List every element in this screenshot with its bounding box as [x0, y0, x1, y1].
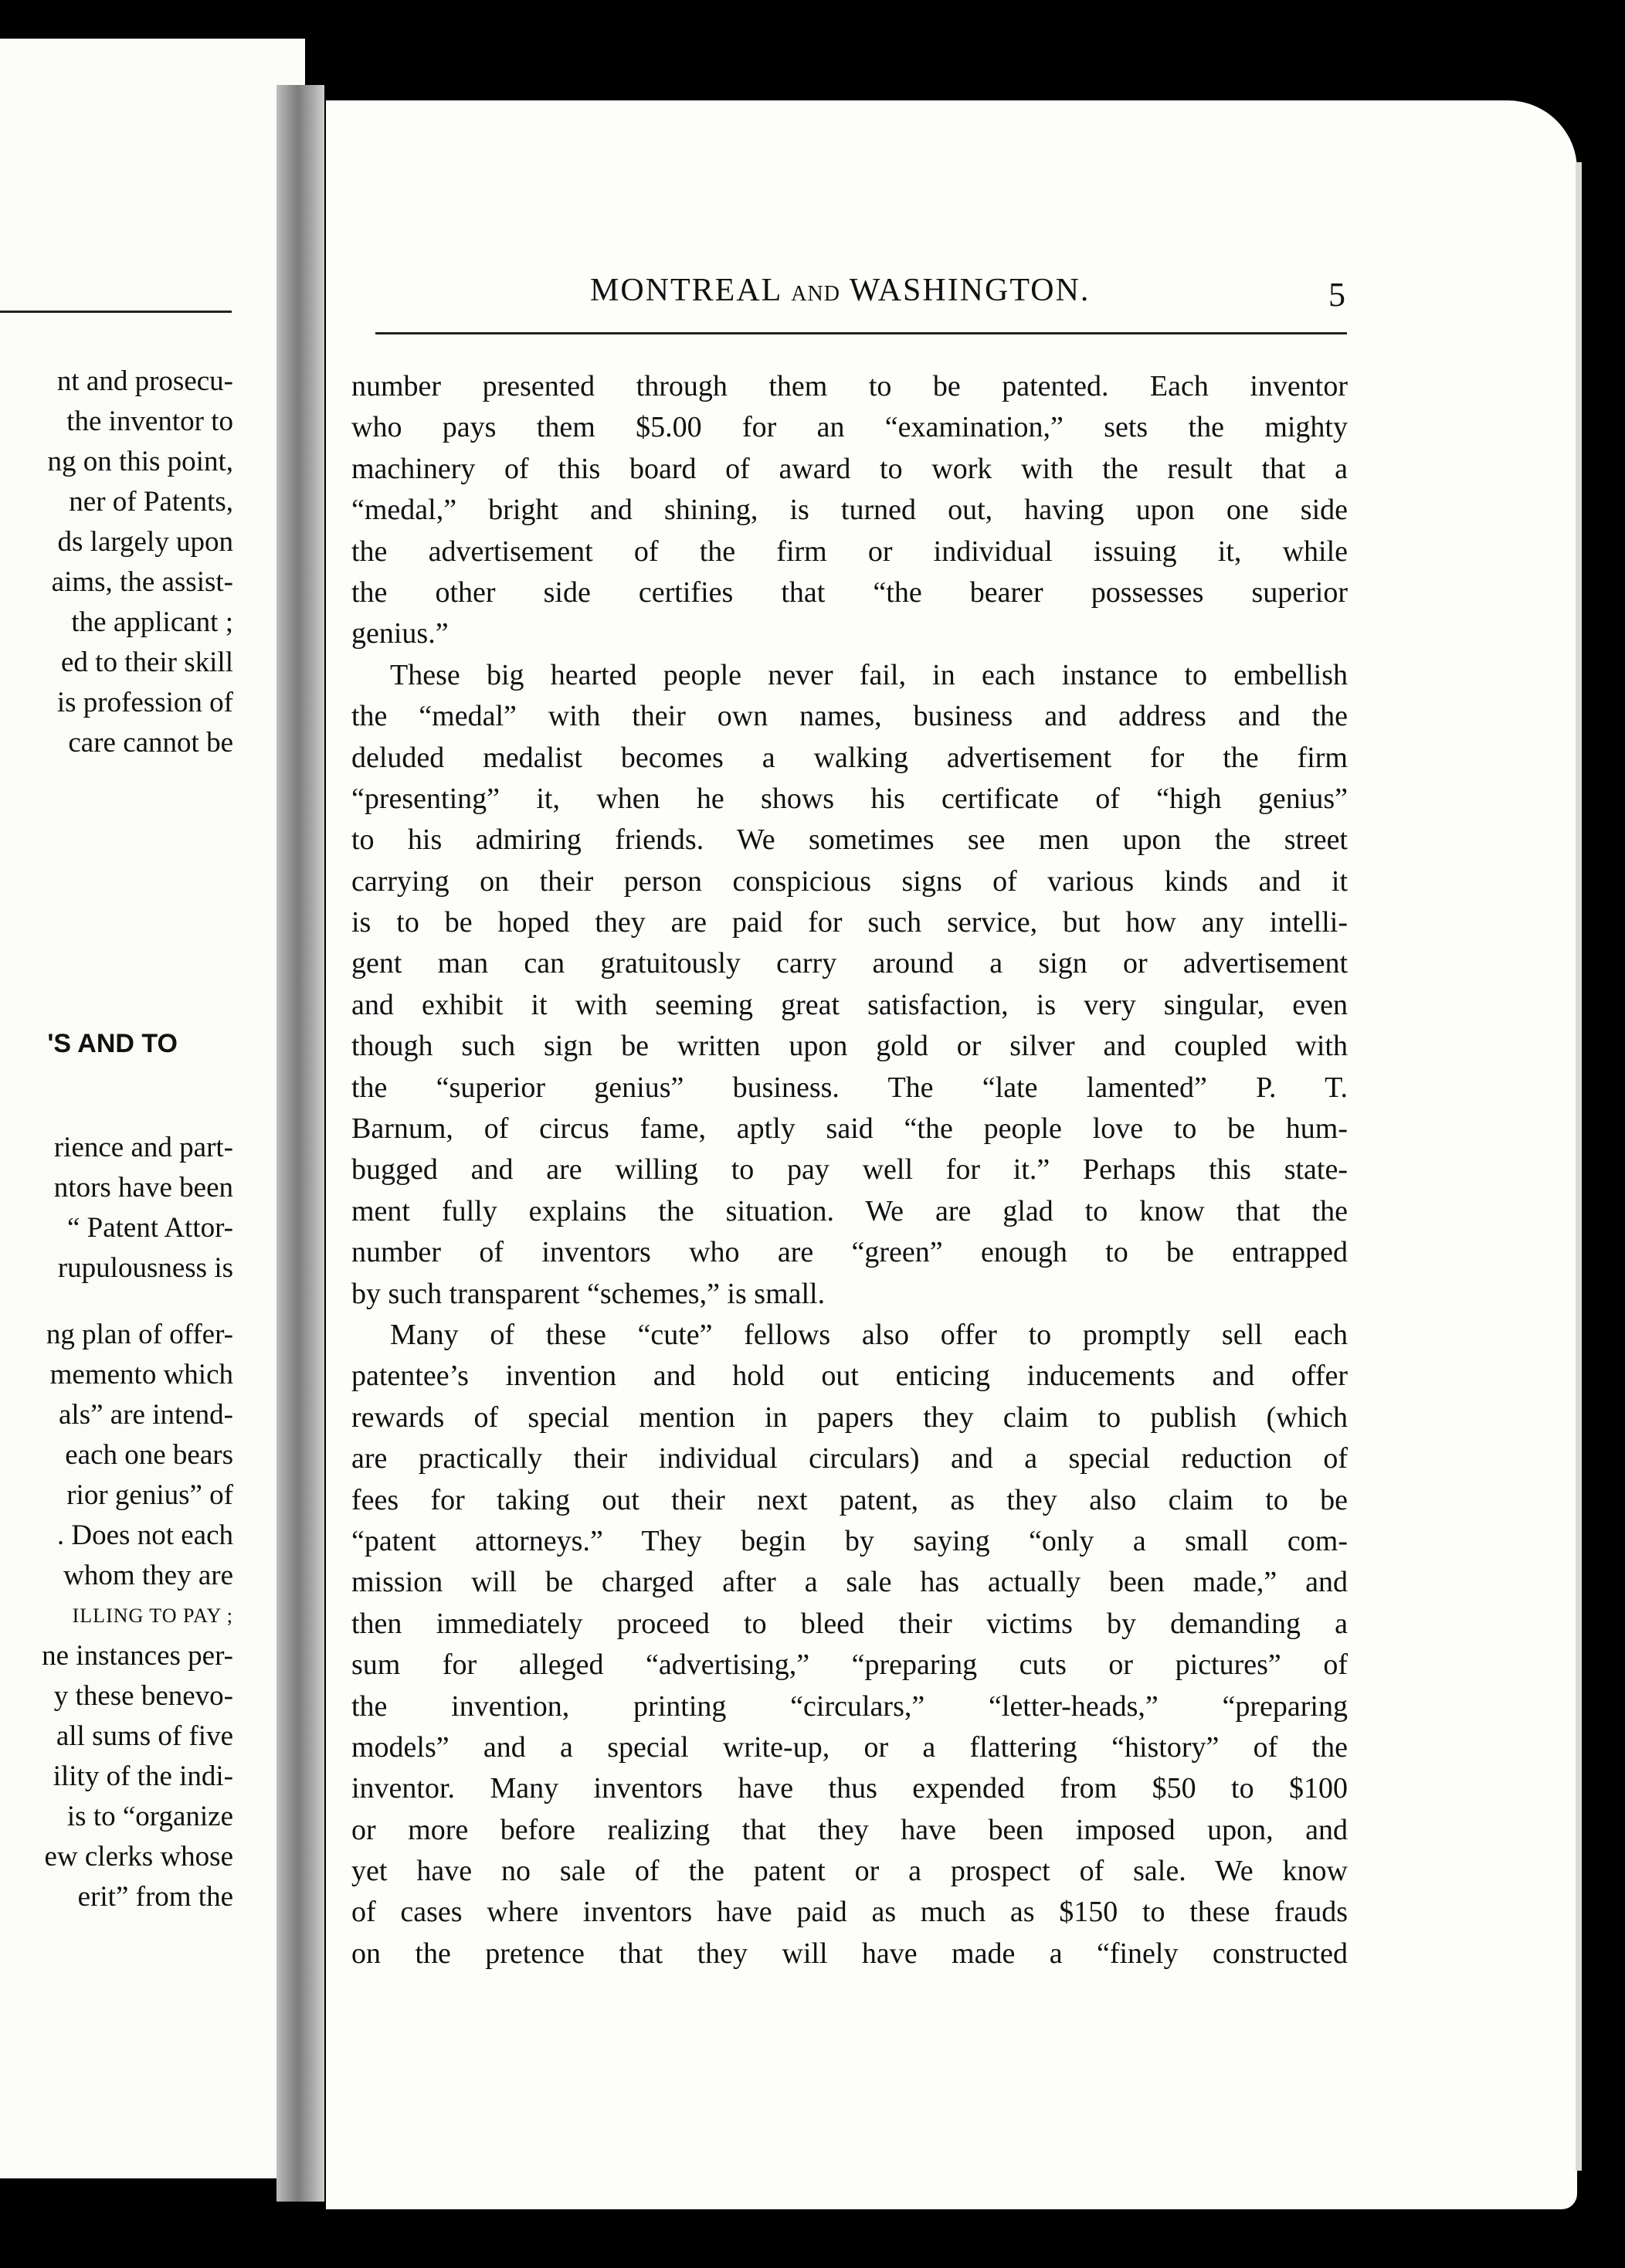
- left-text-line: erit” from the: [77, 1881, 233, 1913]
- running-head-and: AND: [791, 282, 840, 306]
- left-text-line: “ Patent Attor-: [66, 1212, 233, 1244]
- left-text-line: the applicant ;: [71, 606, 233, 638]
- body-text-line: number of inventors who are “green” enough to be entrapped: [351, 1236, 1348, 1269]
- body-text-line: “presenting” it, when he shows his certificate of “high genius”: [351, 782, 1348, 815]
- left-text-block-middle: [0, 1128, 233, 1288]
- page-number: 5: [1328, 276, 1345, 314]
- left-text-line: care cannot be: [68, 727, 233, 759]
- body-text-line: by such transparent “schemes,” is small.: [351, 1277, 826, 1310]
- left-text-line: ew clerks whose: [44, 1841, 233, 1872]
- body-text-line: “patent attorneys.” They begin by saying “only a small com-: [351, 1524, 1348, 1557]
- left-text-line: ntors have been: [53, 1172, 233, 1204]
- left-text-line: rupulousness is: [57, 1252, 233, 1284]
- body-text-line: yet have no sale of the patent or a prospect of sale. We know: [351, 1855, 1348, 1888]
- body-text-line: models” and a special write-up, or a flattering “history” of the: [351, 1730, 1348, 1764]
- running-head: [590, 272, 1090, 309]
- body-text-line: the “superior genius” business. The “late lamented” P. T.: [351, 1071, 1348, 1104]
- left-text-line: whom they are: [63, 1560, 233, 1591]
- body-text-line: or more before realizing that they have been imposed upon, and: [351, 1813, 1348, 1846]
- body-text-line: genius.”: [351, 617, 449, 650]
- body-text-line: These big hearted people never fail, in each instance to embellish: [390, 658, 1348, 691]
- left-text-line: ILLING TO PAY ;: [72, 1604, 233, 1627]
- body-text-line: mission will be charged after a sale has actually been made,” and: [351, 1566, 1348, 1599]
- body-text-line: “medal,” bright and shining, is turned out, having upon one side: [351, 494, 1348, 527]
- body-text-line: machinery of this board of award to work with the result that a: [351, 452, 1348, 485]
- body-text-line: the advertisement of the firm or individual issuing it, while: [351, 535, 1348, 568]
- page-edge: [1576, 162, 1582, 2171]
- body-text-line: who pays them $5.00 for an “examination,” sets the mighty: [351, 411, 1348, 444]
- left-header-rule: [0, 311, 232, 313]
- body-text-line: carrying on their person conspicious signs of various kinds and it: [351, 864, 1348, 898]
- left-text-line: rience and part-: [53, 1132, 233, 1163]
- left-text-line: each one bears: [65, 1439, 233, 1471]
- left-text-line: y these benevo-: [53, 1680, 233, 1712]
- body-text-line: though such sign be written upon gold or silver and coupled with: [351, 1030, 1348, 1063]
- body-text-line: deluded medalist becomes a walking advertisement for the firm: [351, 741, 1348, 774]
- left-text-line: is profession of: [56, 687, 233, 718]
- left-text-line: the inventor to: [66, 406, 233, 437]
- body-text-line: and exhibit it with seeming great satisfaction, is very singular, even: [351, 988, 1348, 1021]
- body-text-line: of cases where inventors have paid as much as $150 to these frauds: [351, 1896, 1348, 1929]
- left-text-line: ne instances per-: [42, 1640, 233, 1672]
- left-section-heading: 'S AND TO: [47, 1029, 178, 1058]
- body-text-line: are practically their individual circulars) and a special reduction of: [351, 1442, 1348, 1475]
- body-text-line: number presented through them to be patented. Each inventor: [351, 370, 1348, 402]
- body-text-line: gent man can gratuitously carry around a sign or advertisement: [351, 947, 1348, 980]
- header-rule: [375, 332, 1347, 334]
- left-page: [0, 39, 305, 2178]
- body-text-line: rewards of special mention in papers they claim to publish (which: [351, 1401, 1348, 1434]
- body-text-line: the “medal” with their own names, business and address and the: [351, 700, 1348, 733]
- body-text-line: the other side certifies that “the bearer possesses superior: [351, 575, 1348, 609]
- left-text-line: nt and prosecu-: [56, 365, 233, 397]
- left-text-line: ner of Patents,: [69, 486, 233, 518]
- left-text-block-top: [0, 362, 233, 763]
- body-text-line: fees for taking out their next patent, as they also claim to be: [351, 1483, 1348, 1516]
- running-head-right: WASHINGTON.: [849, 273, 1091, 308]
- left-text-line: ng plan of offer-: [46, 1319, 233, 1350]
- left-text-line: . Does not each: [56, 1519, 233, 1551]
- body-text-line: inventor. Many inventors have thus expended from $50 to $100: [351, 1772, 1348, 1805]
- body-text-line: bugged and are willing to pay well for it.” Perhaps this state-: [351, 1153, 1348, 1187]
- left-text-line: aims, the assist-: [51, 566, 233, 598]
- left-text-line: memento which: [49, 1359, 233, 1390]
- left-text-line: ds largely upon: [57, 526, 233, 558]
- book-gutter: [276, 85, 324, 2202]
- left-text-block-bottom: [0, 1315, 233, 1917]
- body-text-line: sum for alleged “advertising,” “preparing cuts or pictures” of: [351, 1648, 1348, 1682]
- body-text-line: Many of these “cute” fellows also offer to promptly sell each: [390, 1318, 1348, 1351]
- body-text-line: ment fully explains the situation. We are glad to know that the: [351, 1194, 1348, 1227]
- body-text-line: to his admiring friends. We sometimes see men upon the street: [351, 823, 1348, 857]
- left-text-line: ng on this point,: [47, 446, 233, 477]
- left-text-line: ed to their skill: [61, 647, 233, 678]
- running-head-left: MONTREAL: [590, 273, 782, 308]
- left-text-line: ility of the indi-: [53, 1760, 233, 1792]
- body-text-line: patentee’s invention and hold out enticing inducements and offer: [351, 1360, 1348, 1393]
- body-text-line: Barnum, of circus fame, aptly said “the people love to be hum-: [351, 1112, 1348, 1146]
- left-text-line: rior genius” of: [66, 1479, 233, 1511]
- left-text-line: als” are intend-: [59, 1399, 233, 1431]
- left-text-line: all sums of five: [56, 1720, 233, 1752]
- body-text-line: then immediately proceed to bleed their victims by demanding a: [351, 1607, 1348, 1640]
- left-text-line: is to “organize: [66, 1801, 233, 1832]
- body-text: [351, 366, 1348, 1974]
- body-text-line: the invention, printing “circulars,” “letter-heads,” “preparing: [351, 1689, 1348, 1723]
- body-text-line: is to be hoped they are paid for such service, but how any intelli-: [351, 906, 1348, 939]
- body-text-line: on the pretence that they will have made a “finely constructed: [351, 1937, 1348, 1970]
